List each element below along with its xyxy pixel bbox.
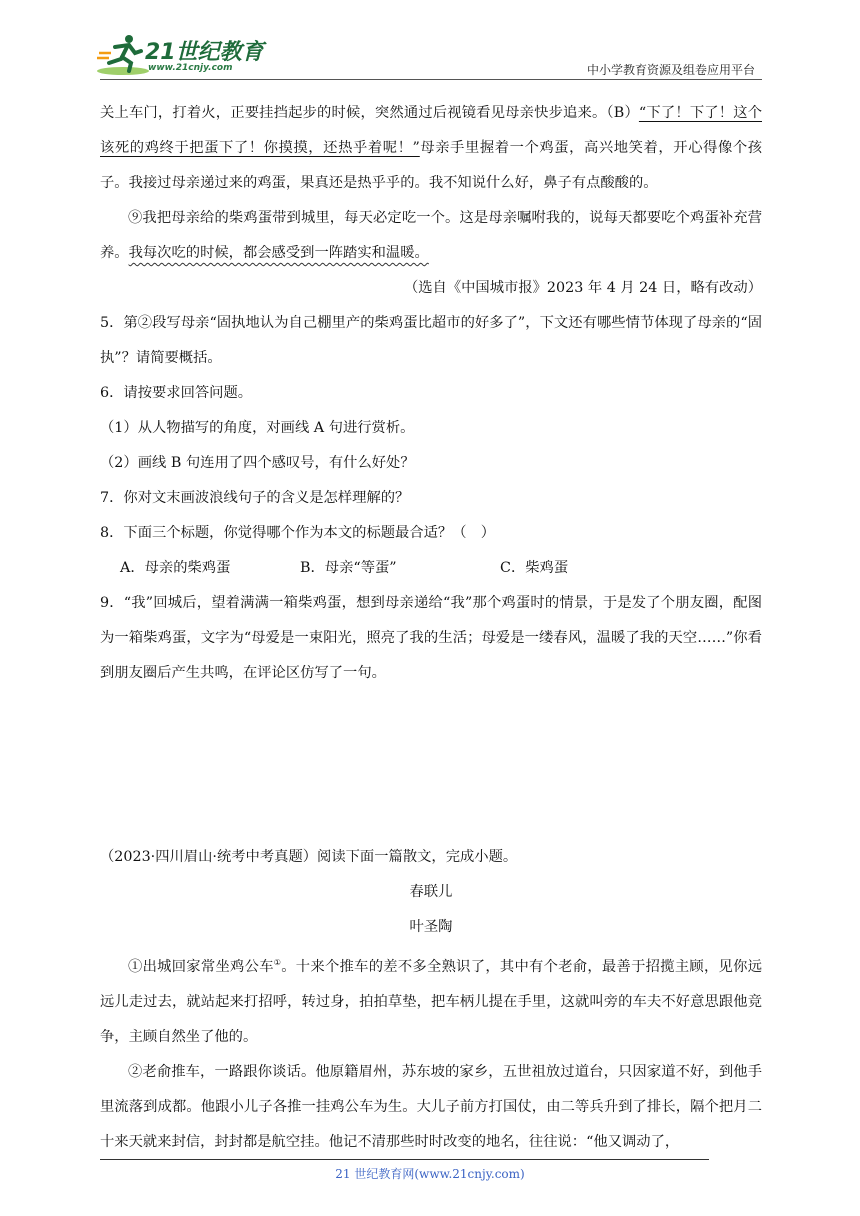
question-7: 7．你对文末画波浪线句子的含义是怎样理解的？	[100, 490, 410, 506]
text: 关上车门，打着火，正要挂挡起步的时候，突然通过后视镜看见母亲快步追来。（B）	[100, 105, 639, 121]
wavy-underlined-sentence: 我每次吃的时候，都会感受到一阵踏实和温暖。	[128, 245, 429, 261]
essay-title: 春联儿	[409, 884, 453, 900]
paragraph-8	[100, 96, 762, 201]
question-5: 5．第②段写母亲“固执地认为自己棚里产的柴鸡蛋比超市的好多了”，下文还有哪些情节体现了母亲的“固执”？请简要概括。	[100, 315, 762, 366]
question-6: 6．请按要求回答问题。	[100, 385, 253, 401]
header-divider	[100, 79, 762, 80]
text: 。十来个推车的差不多全熟识了，其中有个老俞，最善于招揽主顾，见你远远儿走过去，就站起来打招呼，转过身，拍拍草垫，把车柄儿提在手里，这就叫旁的车夫不好意思跟他竞争，主顾自然坐了他的。	[100, 958, 763, 1045]
runner-logo-icon	[95, 33, 151, 77]
footer-text: 21 世纪教育网(www.21cnjy.com)	[335, 1167, 525, 1181]
footer-divider	[100, 1159, 709, 1160]
question-9: 9．“我”回城后，望着满满一箱柴鸡蛋，想到母亲递给“我”那个鸡蛋时的情景，于是发了个朋友圈，配图为一箱柴鸡蛋，文字为“母爱是一束阳光，照亮了我的生活；母爱是一缕春风，温暖了我的天空……”你看到朋友圈后产生共鸣，在评论区仿写了一句。	[100, 595, 762, 681]
source-citation: （选自《中国城市报》2023 年 4 月 24 日，略有改动）	[403, 280, 762, 296]
brand-url: www.21cnjy.com	[148, 63, 233, 73]
passage-2	[100, 840, 762, 1160]
text: 母亲手里握着一个鸡蛋，高兴地笑着，开心得像个孩子。我接过母亲递过来的鸡蛋，果真还是热乎乎的。我不知说什么好，鼻子有点酸酸的。	[100, 140, 763, 191]
option-b: B．母亲“等蛋”	[300, 560, 397, 576]
question-6-1: （1）从人物描写的角度，对画线 A 句进行赏析。	[100, 420, 415, 436]
question-6-2: （2）画线 B 句连用了四个感叹号，有什么好处？	[100, 455, 415, 471]
paragraph-1	[100, 945, 762, 1055]
option-c: C．柴鸡蛋	[500, 560, 569, 576]
page-header	[0, 0, 860, 82]
question-8-options	[100, 551, 762, 586]
passage-1	[100, 96, 762, 691]
brand-name: 21世纪教育	[145, 40, 264, 65]
underlined-sentence-b: “下了！下了！这个该死的鸡终于把蛋下了！你摸摸，还热乎着呢！”	[100, 105, 762, 156]
essay-author: 叶圣陶	[409, 919, 453, 935]
paragraph-9	[100, 201, 762, 271]
text: ⑨我把母亲给的柴鸡蛋带到城里，每天必定吃一个。这是母亲嘱咐我的，说每天都要吃个鸡蛋补充营养。	[100, 210, 762, 261]
question-8: 8．下面三个标题，你觉得哪个作为本文的标题最合适？（ ）	[100, 525, 496, 541]
logo	[95, 33, 275, 79]
text: ①出城回家常坐鸡公车	[128, 958, 274, 975]
platform-title: 中小学教育资源及组卷应用平台	[586, 63, 755, 77]
paragraph-2: ②老俞推车，一路跟你谈话。他原籍眉州，苏东坡的家乡，五世祖放过道台，只因家道不好，到他手里流落到成都。他跟小儿子各推一挂鸡公车为生。大儿子前方打国仗，由二等兵升到了排长，隔个把月二十来天就来封信，封封都是航空挂。他记不清那些时时改变的地名，往往说：“他又调动了，	[100, 1063, 762, 1150]
option-a: A．母亲的柴鸡蛋	[120, 560, 231, 576]
passage-intro: （2023·四川眉山·统考中考真题）阅读下面一篇散文，完成小题。	[100, 849, 518, 865]
footnote-mark: ①	[273, 958, 282, 967]
